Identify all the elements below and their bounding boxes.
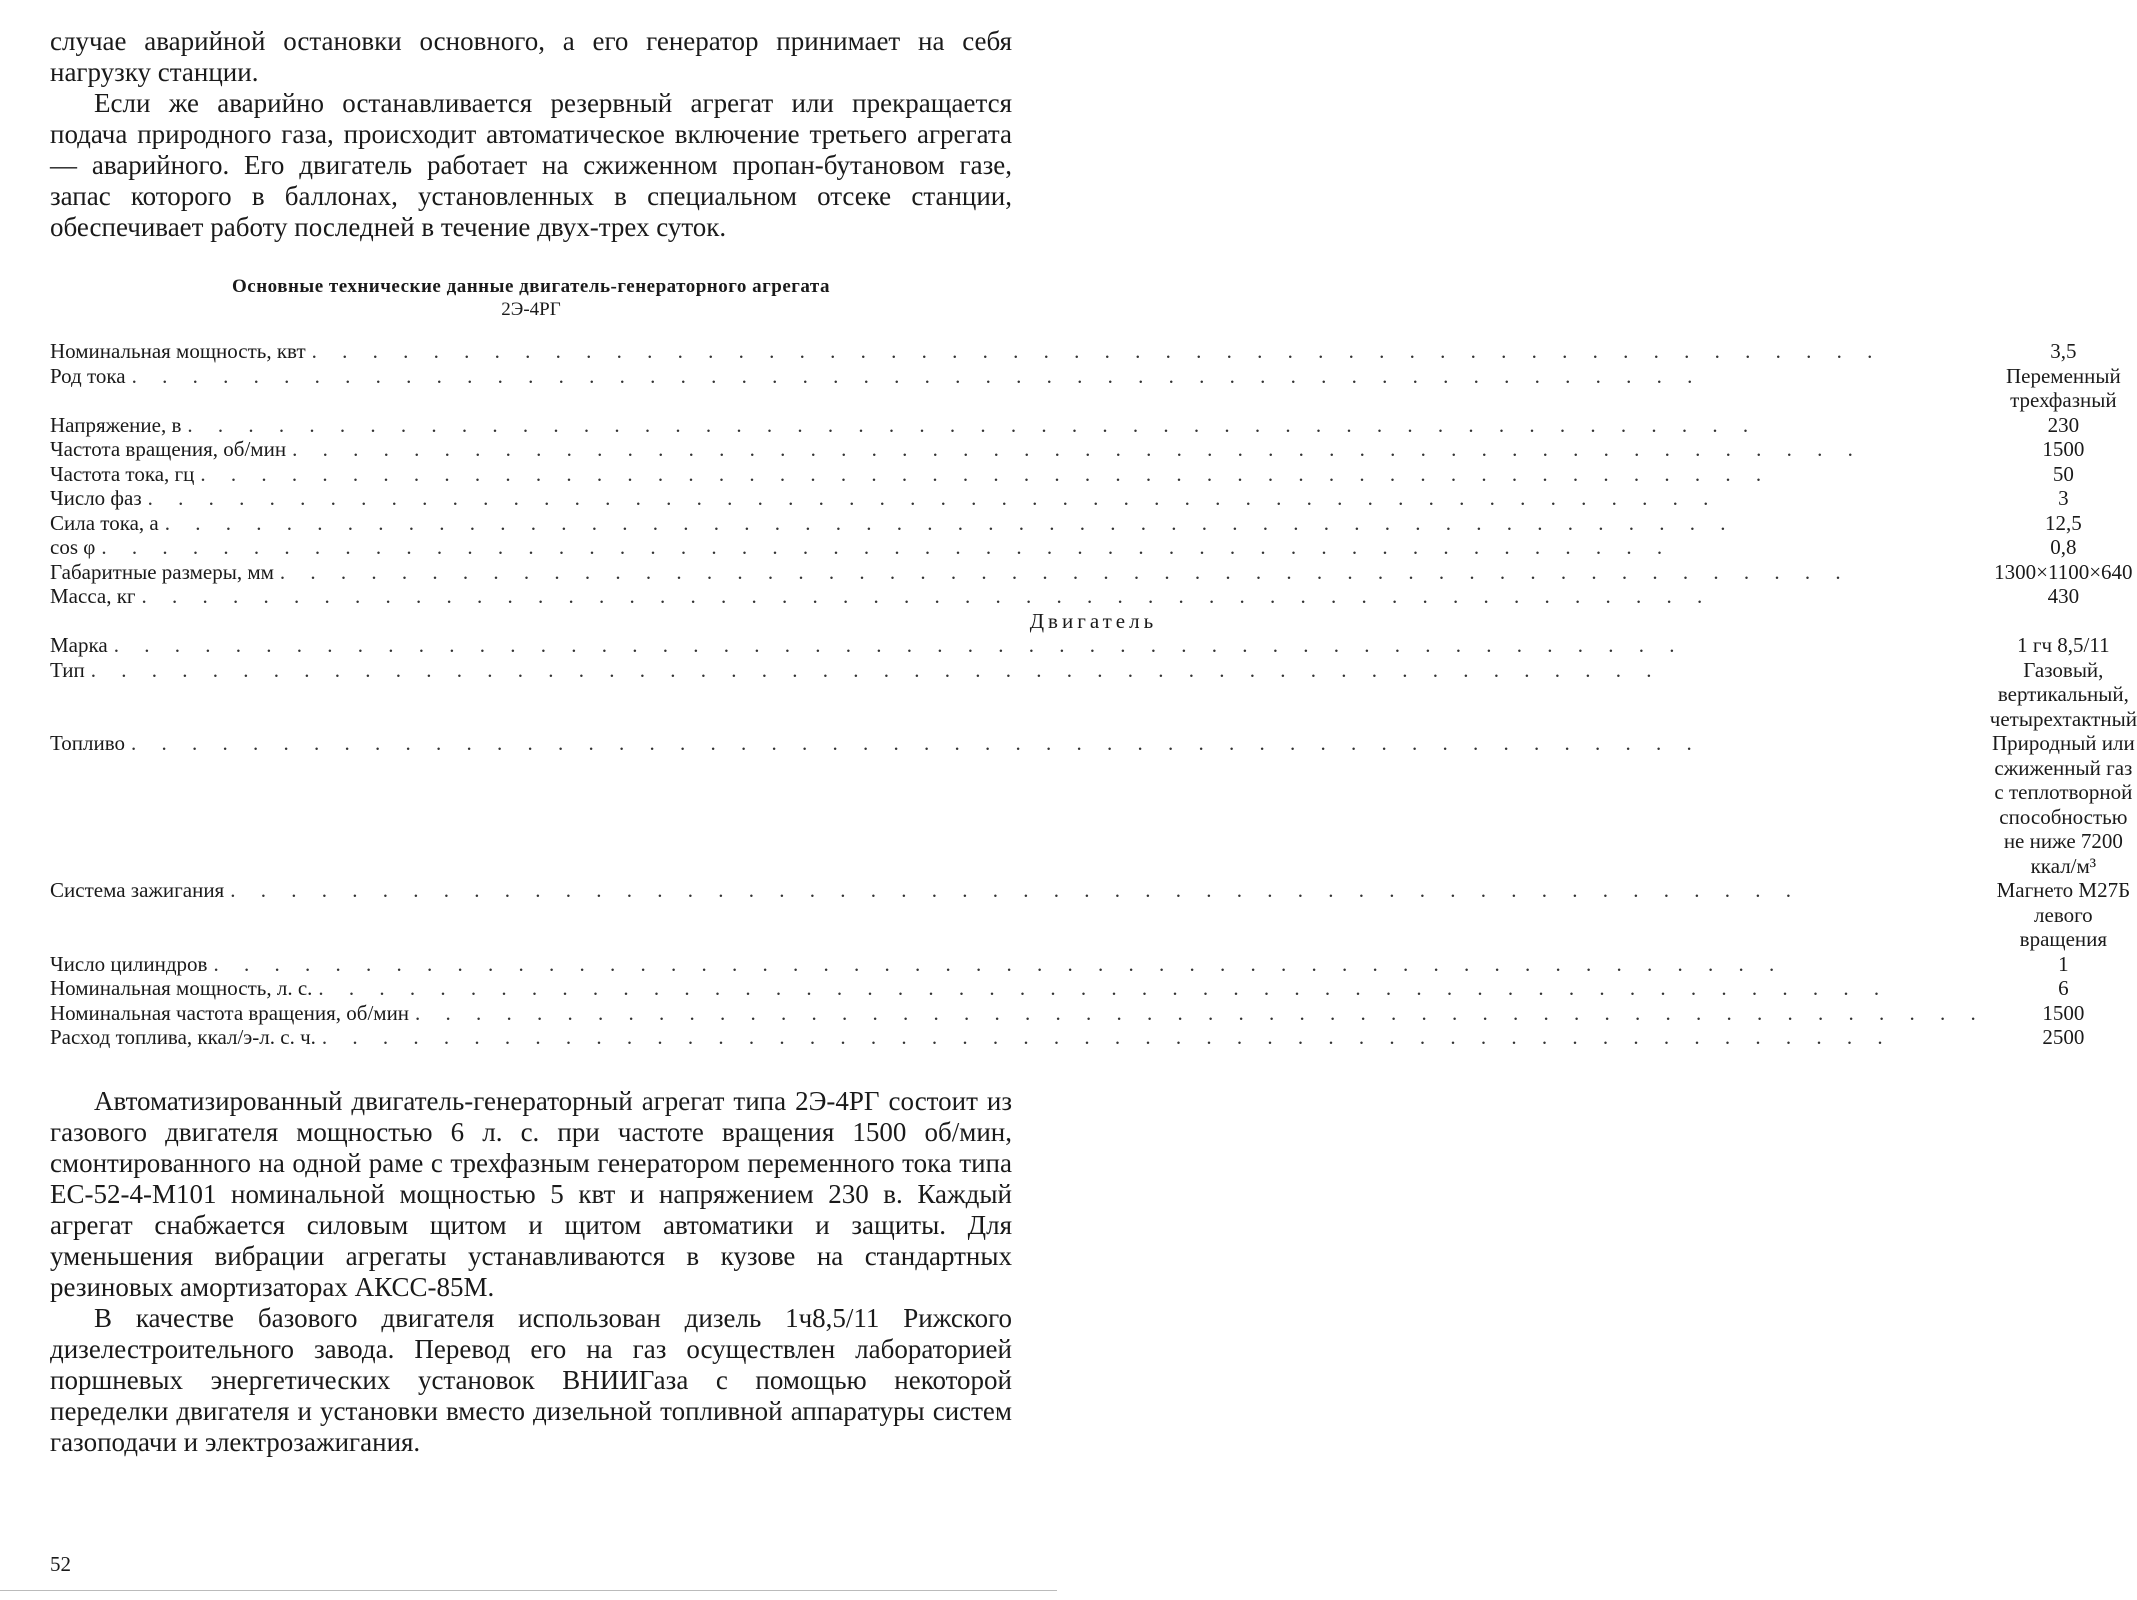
section-header-row	[50, 609, 2137, 634]
spec-row	[50, 952, 2137, 977]
spec-value: 1300×1100×640	[1994, 559, 2133, 584]
spec-value: 1500	[2042, 1000, 2085, 1025]
leader-dots	[415, 1001, 1986, 1026]
spec-label: Частота тока, гц	[50, 461, 195, 486]
leader-dots	[292, 437, 1986, 462]
spec-value: Природный или сжиженный газ с теплотворной способностью не ниже 7200 ккал/м³	[1991, 731, 2135, 878]
spec-row	[50, 339, 2137, 364]
leader-dots	[312, 339, 1986, 364]
table-model: 2Э-4РГ	[501, 299, 561, 320]
spec-value: 1 гч 8,5/11	[2017, 633, 2110, 657]
leader-dots	[213, 952, 1985, 977]
leader-dots	[114, 633, 1986, 658]
spec-value: 3,5	[2050, 339, 2077, 363]
spec-label: Габаритные размеры, мм	[50, 559, 274, 584]
leader-dots	[230, 878, 1986, 903]
spec-label: Марка	[50, 633, 108, 657]
spec-label: Сила тока, а	[50, 510, 159, 535]
spec-row	[50, 1001, 2137, 1026]
spec-row	[50, 658, 2137, 732]
spec-row	[50, 633, 2137, 658]
leader-dots	[200, 462, 1985, 487]
spec-row	[50, 535, 2137, 560]
leader-dots	[148, 486, 1986, 511]
leader-dots	[132, 364, 1986, 389]
spec-label: Номинальная мощность, квт	[50, 339, 306, 363]
spec-row	[50, 486, 2137, 511]
paragraph-unit-description: Автоматизированный двигатель-генераторный агрегат типа 2Э-4РГ состоит из газового двигателя мощностью 6 л. с. при частоте вращения 1500 об/мин, смонтированного на одной раме с трехфазным генератором переменного тока типа ЕС-52-4-М101 номинальной мощностью 5 квт и напряжением 230 в. Каждый агрегат снабжается силовым щитом и щитом автоматики и защиты. Для уменьшения вибрации агрегаты устанавливаются в кузове на стандартных резиновых амортизаторах АКСС-85М.	[50, 1085, 1012, 1302]
spec-label: Число цилиндров	[50, 951, 208, 976]
spec-value: 3	[2058, 486, 2069, 510]
spec-label: Число фаз	[50, 486, 142, 510]
spec-row	[50, 364, 2137, 413]
specs-table	[50, 339, 2137, 1050]
leader-dots	[142, 584, 1986, 609]
leader-dots	[131, 731, 1986, 756]
spec-value: 6	[2058, 976, 2069, 1000]
spec-row	[50, 437, 2137, 462]
leader-dots	[91, 658, 1986, 683]
page-number: 52	[50, 1552, 71, 1576]
spec-value: 0,8	[2050, 535, 2077, 559]
spec-label: Расход топлива, ккал/э-л. с. ч.	[50, 1025, 316, 1049]
spec-label: Тип	[50, 657, 85, 682]
spec-value: 12,5	[2044, 510, 2082, 535]
spec-label: Род тока	[50, 363, 126, 388]
spec-label: Номинальная мощность, л. с.	[50, 976, 313, 1000]
spec-value: Магнето М27Б левого вращения	[1996, 878, 2131, 951]
spec-value: 430	[2047, 584, 2080, 608]
leader-dots	[165, 511, 1986, 536]
section-heading-engine: Двигатель	[1029, 608, 1158, 633]
spec-row	[50, 1025, 2137, 1050]
spec-value: 1500	[2042, 437, 2085, 461]
leader-dots	[280, 560, 1986, 585]
bottom-edge-rule	[0, 1590, 1057, 1591]
spec-row	[50, 731, 2137, 878]
spec-value: 50	[2052, 461, 2074, 486]
spec-row	[50, 584, 2137, 609]
paragraph-continuation: случае аварийной остановки основного, а его генератор принимает на себя нагрузку станции.	[50, 26, 1012, 87]
spec-row	[50, 878, 2137, 952]
spec-row	[50, 976, 2137, 1001]
spec-row	[50, 413, 2137, 438]
paragraph-emergency-unit: Если же аварийно останавливается резервный агрегат или прекращается подача природного газа, происходит автоматическое включение третьего агрегата — аварийного. Его двигатель работает на сжиженном пропан-бутановом газе, запас которого в баллонах, установленных в специальном отсеке станции, обеспечивает работу последней в течение двух-трех суток.	[50, 88, 1012, 242]
leader-dots	[322, 1025, 1986, 1050]
spec-label: cos φ	[50, 535, 96, 559]
spec-value: 230	[2047, 412, 2080, 437]
spec-row	[50, 511, 2137, 536]
spec-label: Частота вращения, об/мин	[50, 437, 287, 461]
spec-value: Переменный трехфазный	[2005, 363, 2121, 412]
spec-label: Напряжение, в	[50, 412, 182, 437]
table-title: Основные технические данные двигатель-генераторного агрегата	[232, 276, 830, 297]
spec-label: Топливо	[50, 731, 125, 755]
spec-label: Масса, кг	[50, 584, 136, 608]
spec-value: 2500	[2042, 1025, 2085, 1049]
spec-label: Система зажигания	[50, 878, 225, 902]
spec-value: 1	[2058, 951, 2069, 976]
spec-value: Газовый, вертикальный, четырехтактный	[1989, 657, 2137, 731]
spec-row	[50, 462, 2137, 487]
leader-dots	[187, 413, 1985, 438]
spec-row	[50, 560, 2137, 585]
spec-label: Номинальная частота вращения, об/мин	[50, 1000, 410, 1025]
leader-dots	[318, 976, 1985, 1001]
leader-dots	[101, 535, 1985, 560]
paragraph-base-engine: В качестве базового двигателя использован дизель 1ч8,5/11 Рижского дизелестроительного завода. Перевод его на газ осуществлен лабораторией поршневых энергетических установок ВНИИГаза с помощью некоторой переделки двигателя и установки вместо дизельной топливной аппаратуры систем газоподачи и электрозажигания.	[50, 1302, 1012, 1457]
page-body	[50, 26, 2137, 1458]
